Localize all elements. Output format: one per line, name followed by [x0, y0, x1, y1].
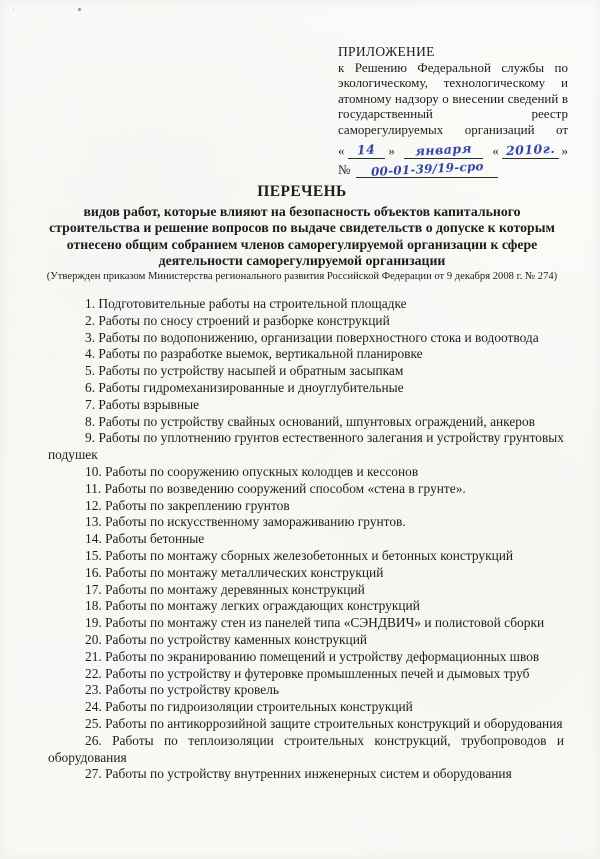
list-item-number: 24.	[85, 699, 102, 715]
list-item	[48, 414, 564, 431]
list-item-number: 10.	[85, 463, 102, 479]
list-item-number: 14.	[85, 531, 102, 547]
list-item-text: Работы взрывные	[98, 396, 200, 412]
list-item-text: Работы по возведению сооружений способом «стена в грунте».	[104, 480, 466, 496]
approval-note: (Утвержден приказом Министерства регионального развития Российской Федерации от 9 декабря 2008 г. № 274)	[46, 270, 558, 282]
list-item-number: 26.	[85, 732, 102, 748]
list-item-text: Работы по уплотнению грунтов естественного залегания и устройству грунтовых подушек	[48, 430, 564, 463]
document-subtitle: видов работ, которые влияют на безопасность объектов капитального строительства и решение вопросов по выдаче свидетельств о допуске к которым отнесено общим собранием членов саморегулируемой организации к сфере деятельности саморегулируемой организации	[49, 204, 555, 269]
list-item	[48, 682, 564, 699]
list-item	[48, 514, 564, 531]
open-quote: «	[492, 142, 499, 158]
appendix-header	[338, 44, 568, 178]
list-item-number: 20.	[85, 631, 102, 647]
list-item	[48, 363, 564, 380]
list-item	[48, 464, 564, 481]
list-item-text: Работы по разработке выемок, вертикальной планировке	[98, 346, 423, 362]
list-item	[48, 632, 564, 649]
list-item	[48, 397, 564, 414]
list-item-text: Работы по сооружению опускных колодцев и кессонов	[105, 463, 419, 479]
list-item-number: 23.	[85, 682, 102, 698]
list-item	[48, 380, 564, 397]
list-item-number: 19.	[85, 615, 102, 631]
list-item-text: Работы по устройству каменных конструкций	[105, 631, 368, 647]
handwritten-month: января	[414, 140, 473, 159]
handwritten-number: 00-01-39/19-сро	[370, 158, 485, 179]
list-item-text: Подготовительные работы на строительной площадке	[98, 296, 407, 311]
document-title: ПЕРЕЧЕНЬ	[257, 183, 347, 200]
list-item-text: Работы гидромеханизированные и дноуглубительные	[98, 379, 404, 395]
list-item-number: 7.	[85, 396, 96, 412]
list-item-number: 15.	[85, 547, 102, 563]
list-item-text: Работы по закреплению грунтов	[105, 497, 290, 513]
list-item-text: Работы по водопонижению, организации поверхностного стока и водоотвода	[98, 329, 539, 345]
handwritten-day: 14	[356, 141, 376, 158]
list-item	[48, 766, 564, 783]
list-item-text: Работы по устройству кровель	[105, 682, 280, 698]
list-item-number: 18.	[85, 598, 102, 614]
registration-number-line	[338, 158, 568, 179]
number-blank	[356, 158, 498, 179]
list-item	[48, 330, 564, 347]
list-item	[48, 649, 564, 666]
list-item-text: Работы по монтажу металлических конструкций	[105, 564, 384, 580]
list-item	[48, 548, 564, 565]
list-item-number: 16.	[85, 564, 102, 580]
list-item-number: 27.	[85, 766, 102, 782]
close-quote: »	[561, 142, 568, 158]
list-item	[48, 582, 564, 599]
list-item	[48, 346, 564, 363]
number-sign: №	[338, 161, 351, 177]
list-item-text: Работы по гидроизоляции строительных конструкций	[105, 699, 413, 715]
list-item-number: 22.	[85, 665, 102, 681]
list-item	[48, 498, 564, 515]
scan-speck	[78, 8, 81, 11]
list-item-text: Работы по устройству внутренних инженерных систем и оборудования	[105, 766, 512, 782]
list-item	[48, 481, 564, 498]
appendix-title: ПРИЛОЖЕНИЕ	[338, 44, 435, 59]
list-item-text: Работы бетонные	[105, 531, 205, 547]
list-item	[48, 296, 564, 313]
list-item-text: Работы по антикоррозийной защите строительных конструкций и оборудования	[105, 715, 563, 731]
list-item-text: Работы по устройству и футеровке промышленных печей и дымовых труб	[105, 665, 530, 681]
date-line	[338, 140, 568, 159]
list-item	[48, 615, 564, 632]
list-item-text: Работы по искусственному замораживанию грунтов.	[105, 514, 406, 530]
list-item-number: 11.	[85, 480, 102, 496]
list-item-number: 2.	[85, 312, 96, 328]
list-item	[48, 699, 564, 716]
list-item-text: Работы по монтажу стен из панелей типа «СЭНДВИЧ» и полистовой сборки	[105, 615, 545, 631]
list-item-number: 9.	[85, 430, 96, 446]
date-day-blank	[348, 143, 386, 159]
list-item-text: Работы по монтажу сборных железобетонных и бетонных конструкций	[105, 547, 514, 563]
list-item	[48, 313, 564, 330]
list-item-text: Работы по теплоизоляции строительных конструкций, трубопроводов и оборудования	[48, 732, 564, 765]
list-item	[48, 430, 564, 464]
list-item	[48, 666, 564, 683]
list-item-number: 13.	[85, 514, 102, 530]
list-item	[48, 531, 564, 548]
list-item-number: 6.	[85, 379, 96, 395]
list-item-text: Работы по устройству свайных оснований, шпунтовых ограждений, анкеров	[98, 413, 536, 429]
list-item-number: 8.	[85, 413, 96, 429]
list-item-text: Работы по монтажу легких ограждающих конструкций	[105, 598, 420, 614]
list-item-number: 1.	[85, 296, 96, 311]
list-item-number: 17.	[85, 581, 102, 597]
list-item-text: Работы по монтажу деревянных конструкций	[105, 581, 365, 597]
date-month-blank	[404, 140, 483, 159]
appendix-body-text: к Решению Федеральной службы по экологическому, технологическому и атомному надзору о внесении сведений в государственный реестр саморегулируемых организаций от	[338, 59, 568, 137]
close-quote: »	[388, 142, 395, 158]
works-list	[48, 296, 564, 783]
list-item	[48, 733, 564, 767]
date-year-blank	[502, 140, 559, 159]
list-item-number: 21.	[85, 648, 102, 664]
list-item	[48, 598, 564, 615]
list-item-number: 3.	[85, 329, 96, 345]
list-item-number: 5.	[85, 363, 96, 379]
title-block	[40, 183, 564, 282]
list-item-number: 25.	[85, 715, 102, 731]
list-item-number: 12.	[85, 497, 102, 513]
list-item-text: Работы по устройству насыпей и обратным засыпкам	[98, 363, 404, 379]
handwritten-year: 2010г.	[505, 140, 556, 158]
list-item-text: Работы по сносу строений и разборке конструкций	[98, 312, 390, 328]
list-item-number: 4.	[85, 346, 96, 362]
list-item	[48, 716, 564, 733]
list-item-text: Работы по экранированию помещений и устройству деформационных швов	[105, 648, 540, 664]
open-quote: «	[338, 142, 345, 158]
list-item	[48, 565, 564, 582]
